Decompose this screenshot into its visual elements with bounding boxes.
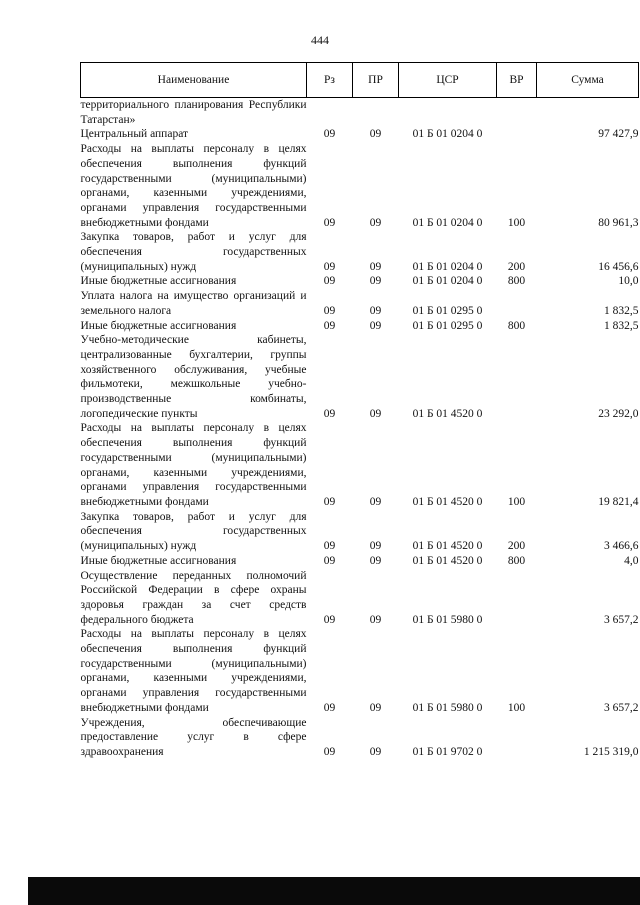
row-name: Расходы на выплаты персоналу в целях обеспечения выполнения функций государственными (муниципальными) органами, казенными учреждениями, органами управления государственными внебюджетными фондами	[80, 143, 307, 229]
row-vr	[497, 569, 537, 628]
table-row	[81, 274, 639, 289]
row-pr: 09	[369, 495, 382, 508]
row-pr: 09	[369, 745, 382, 758]
row-csr: 01 Б 01 0295 0	[412, 304, 483, 317]
row-pr: 09	[369, 407, 382, 420]
row-csr: 01 Б 01 0204 0	[412, 216, 483, 229]
row-pr: 09	[369, 260, 382, 273]
row-vr: 100	[507, 216, 526, 229]
table-row	[81, 627, 639, 715]
budget-table	[80, 62, 639, 760]
row-rz: 09	[323, 540, 336, 553]
row-sum: 97 427,9	[598, 128, 639, 141]
header-vr: ВР	[497, 63, 537, 98]
row-vr	[497, 333, 537, 421]
table-row	[81, 333, 639, 421]
row-name: Уплата налога на имущество организаций и земельного налога	[80, 290, 307, 317]
row-sum	[537, 98, 639, 128]
row-rz: 09	[323, 128, 336, 141]
row-csr: 01 Б 01 4520 0	[412, 407, 483, 420]
row-name: Расходы на выплаты персоналу в целях обеспечения выполнения функций государственными (муниципальными) органами, казенными учреждениями, органами управления государственными внебюджетными фондами	[80, 422, 307, 508]
row-name: Иные бюджетные ассигнования	[80, 275, 237, 288]
row-vr: 200	[507, 540, 526, 553]
table-row	[81, 289, 639, 318]
row-csr: 01 Б 01 4520 0	[412, 540, 483, 553]
row-name: Учреждения, обеспечивающие предоставление услуг в сфере здравоохранения	[80, 716, 307, 758]
row-name: Учебно-методические кабинеты, централизованные бухгалтерии, группы хозяйственного обслуживания, учебные фильмотеки, межшкольные учебно-производственные комбинаты, логопедические пункты	[80, 334, 307, 420]
row-csr: 01 Б 01 0295 0	[412, 319, 483, 332]
table-row	[81, 230, 639, 274]
row-pr: 09	[369, 554, 382, 567]
row-sum: 3 657,2	[604, 613, 639, 626]
row-rz	[307, 98, 353, 128]
header-csr: ЦСР	[399, 63, 497, 98]
row-pr: 09	[369, 540, 382, 553]
table-row	[81, 569, 639, 628]
row-pr: 09	[369, 319, 382, 332]
row-name: Осуществление переданных полномочий Российской Федерации в сфере охраны здоровья граждан за счет средств федерального бюджета	[80, 569, 307, 626]
row-csr: 01 Б 01 0204 0	[412, 260, 483, 273]
row-name: Закупка товаров, работ и услуг для обеспечения государственных (муниципальных) нужд	[80, 510, 307, 553]
table-row	[81, 127, 639, 142]
row-sum: 80 961,3	[598, 216, 639, 229]
row-csr: 01 Б 01 0204 0	[412, 275, 483, 288]
scan-bottom-edge	[28, 877, 640, 905]
row-name: Расходы на выплаты персоналу в целях обеспечения выполнения функций государственными (муниципальными) органами, казенными учреждениями, органами управления государственными внебюджетными фондами	[80, 628, 307, 714]
row-pr: 09	[369, 304, 382, 317]
row-name: Иные бюджетные ассигнования	[80, 554, 237, 567]
row-sum: 1 215 319,0	[583, 745, 639, 758]
row-sum: 4,0	[624, 554, 639, 567]
row-sum: 19 821,4	[598, 495, 639, 508]
row-vr	[497, 127, 537, 142]
row-pr	[353, 98, 399, 128]
row-rz: 09	[323, 319, 336, 332]
row-rz: 09	[323, 275, 336, 288]
row-vr	[497, 98, 537, 128]
row-csr: 01 Б 01 0204 0	[412, 128, 483, 141]
row-rz: 09	[323, 701, 336, 714]
row-sum: 10,0	[618, 275, 639, 288]
row-csr: 01 Б 01 4520 0	[412, 495, 483, 508]
header-rz: Рз	[307, 63, 353, 98]
header-sum: Сумма	[537, 63, 639, 98]
row-vr: 100	[507, 701, 526, 714]
row-vr: 800	[507, 319, 526, 332]
table-row	[81, 716, 639, 760]
row-vr	[497, 289, 537, 318]
table-row	[81, 319, 639, 334]
row-sum: 1 832,5	[604, 319, 639, 332]
row-sum: 16 456,6	[598, 260, 639, 273]
row-csr: 01 Б 01 4520 0	[412, 554, 483, 567]
row-rz: 09	[323, 407, 336, 420]
row-rz: 09	[323, 260, 336, 273]
row-name: Закупка товаров, работ и услуг для обеспечения государственных (муниципальных) нужд	[80, 231, 307, 273]
row-vr: 800	[507, 275, 526, 288]
row-rz: 09	[323, 613, 336, 626]
table-header-row	[81, 63, 639, 98]
row-pr: 09	[369, 275, 382, 288]
row-vr: 800	[507, 554, 526, 567]
row-csr	[399, 98, 497, 128]
row-sum: 1 832,5	[604, 304, 639, 317]
table-row	[81, 142, 639, 230]
row-csr: 01 Б 01 5980 0	[412, 701, 483, 714]
row-pr: 09	[369, 613, 382, 626]
row-sum: 3 466,6	[604, 540, 639, 553]
row-pr: 09	[369, 128, 382, 141]
row-pr: 09	[369, 701, 382, 714]
row-rz: 09	[323, 495, 336, 508]
row-name: Центральный аппарат	[80, 128, 189, 141]
page-number: 444	[311, 33, 329, 47]
row-name: территориального планирования Республики Татарстан»	[80, 99, 307, 126]
header-pr: ПР	[353, 63, 399, 98]
row-name: Иные бюджетные ассигнования	[80, 319, 237, 332]
row-sum: 3 657,2	[604, 701, 639, 714]
row-vr	[497, 716, 537, 760]
row-vr: 100	[507, 495, 526, 508]
row-rz: 09	[323, 745, 336, 758]
row-vr: 200	[507, 260, 526, 273]
row-rz: 09	[323, 554, 336, 567]
table-row	[81, 421, 639, 509]
row-rz: 09	[323, 216, 336, 229]
row-rz: 09	[323, 304, 336, 317]
row-sum: 23 292,0	[598, 407, 639, 420]
row-csr: 01 Б 01 5980 0	[412, 613, 483, 626]
table-row	[81, 98, 639, 128]
row-csr: 01 Б 01 9702 0	[412, 745, 483, 758]
header-name: Наименование	[81, 63, 307, 98]
table-row	[81, 510, 639, 554]
row-pr: 09	[369, 216, 382, 229]
table-row	[81, 554, 639, 569]
